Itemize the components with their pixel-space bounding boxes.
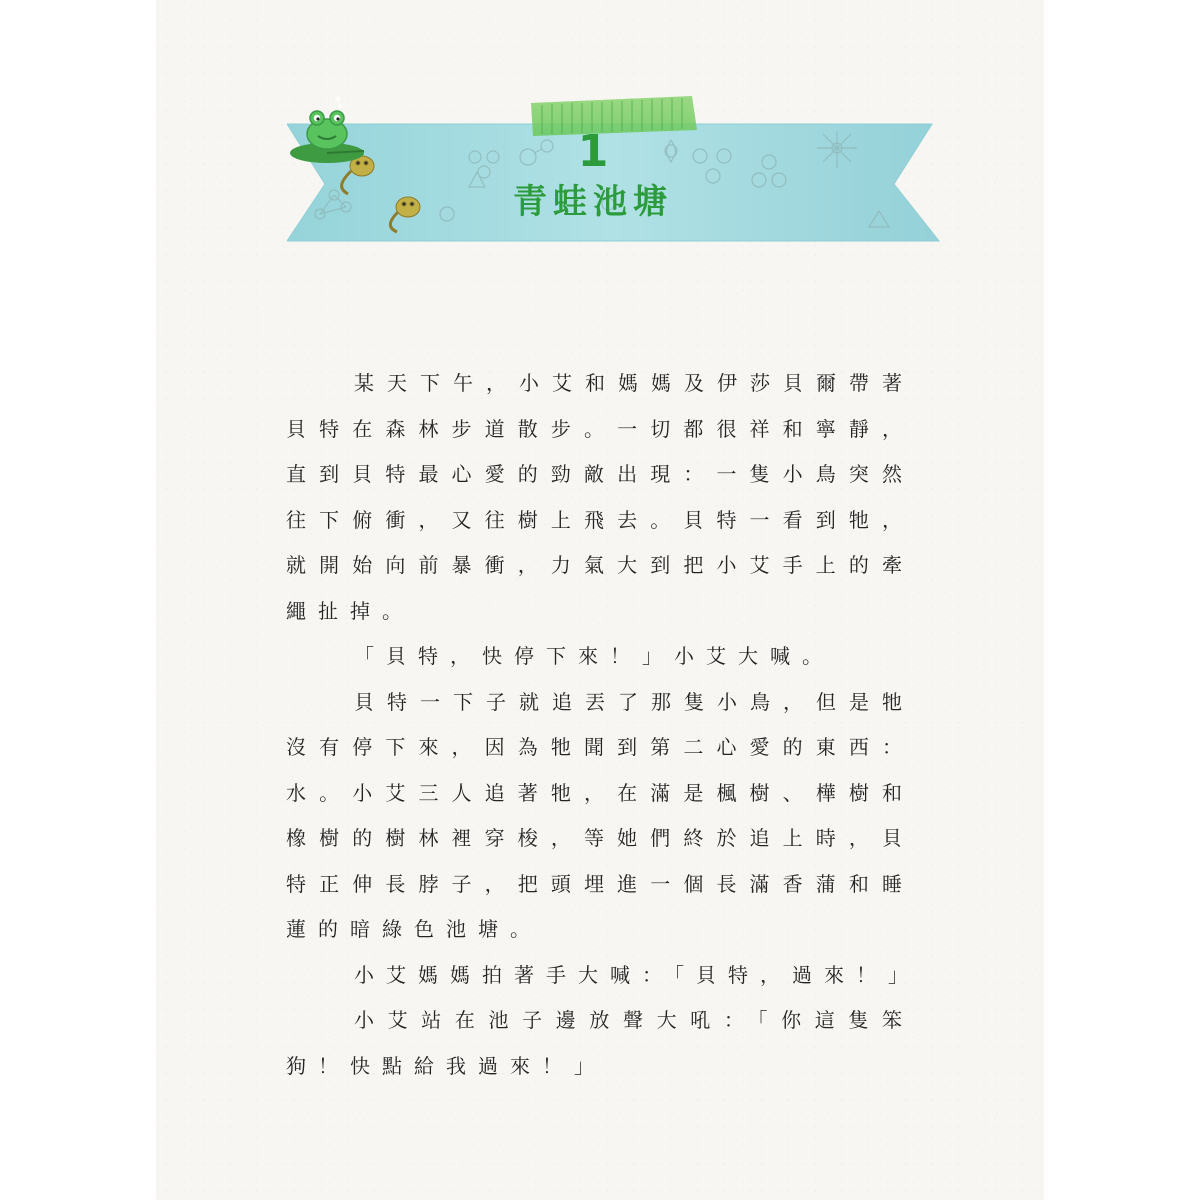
frog-on-lily-pad-icon: [287, 96, 367, 166]
story-paragraph: 小艾媽媽拍著手大喊：「貝特，過來！」: [354, 962, 920, 987]
book-page: [156, 0, 1044, 1200]
chapter-title: 青蛙池塘: [513, 182, 673, 222]
story-paragraph: 小艾站在池子邊放聲大吼：「你這隻笨狗！快點給我過來！」: [286, 1008, 914, 1078]
story-paragraph: 某天下午，小艾和媽媽及伊莎貝爾帶著貝特在森林步道散步。一切都很祥和寧靜，直到貝特最心愛的勁敵出現：一隻小鳥突然往下俯衝，又往樹上飛去。貝特一看到牠，就開始向前暴衝，力氣大到把小艾手上的牽繩扯掉。: [286, 371, 914, 623]
story-paragraph: 「貝特，快停下來！」小艾大喊。: [354, 644, 834, 668]
chapter-number: 1: [577, 126, 609, 177]
story-paragraph: 貝特一下子就追丟了那隻小鳥，但是牠沒有停下來，因為牠聞到第二心愛的東西：水。小艾三人追著牠，在滿是楓樹、樺樹和橡樹的樹林裡穿梭，等她們終於追上時，貝特正伸長脖子，把頭埋進一個長滿香蒲和睡蓮的暗綠色池塘。: [286, 689, 914, 941]
chapter-banner: [287, 96, 945, 246]
story-text: [286, 361, 920, 1089]
